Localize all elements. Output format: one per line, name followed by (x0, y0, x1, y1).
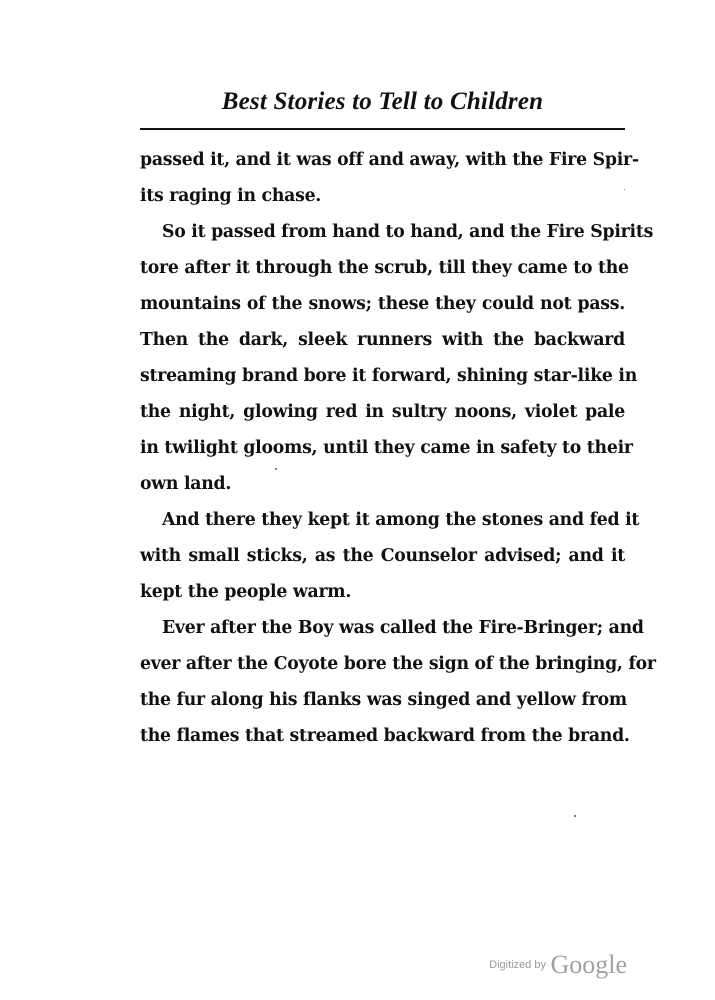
print-speck (624, 189, 625, 190)
digitized-watermark (489, 950, 627, 980)
text-line: streaming brand bore it forward, shining star-like in (140, 366, 638, 386)
text-line: own land. (140, 474, 232, 494)
text-line: So it passed from hand to hand, and the Fire Spirits (162, 222, 654, 242)
text-line: with small sticks, as the Counselor advised; and it (140, 546, 625, 566)
text-line: mountains of the snows; these they could not pass. (140, 294, 625, 314)
running-head: Best Stories to Tell to Children (221, 88, 544, 115)
text-line: the flames that streamed backward from the brand. (140, 726, 630, 746)
text-line: ever after the Coyote bore the sign of the bringing, for (140, 654, 656, 674)
watermark-brand: Google (550, 950, 627, 979)
paragraph (140, 502, 640, 610)
paragraph (140, 214, 654, 502)
text-line: Then the dark, sleek runners with the backward (140, 330, 625, 350)
text-line: the night, glowing red in sultry noons, violet pale (140, 402, 625, 422)
watermark-prefix: Digitized by (489, 959, 546, 971)
paragraph (140, 142, 639, 214)
body-text (140, 142, 656, 754)
text-line: in twilight glooms, until they came in safety to their (140, 438, 633, 458)
text-line: tore after it through the scrub, till they came to the (140, 258, 629, 278)
text-line: And there they kept it among the stones and fed it (162, 510, 640, 530)
text-line: the fur along his flanks was singed and yellow from (140, 690, 627, 710)
text-line: Ever after the Boy was called the Fire-Bringer; and (162, 618, 644, 638)
text-line: passed it, and it was off and away, with the Fire Spir- (140, 150, 639, 170)
paragraph (140, 610, 656, 754)
header-rule (140, 128, 625, 130)
print-speck (275, 468, 277, 470)
text-line: its raging in chase. (140, 186, 322, 206)
print-speck (574, 815, 576, 817)
text-line: kept the people warm. (140, 582, 352, 602)
